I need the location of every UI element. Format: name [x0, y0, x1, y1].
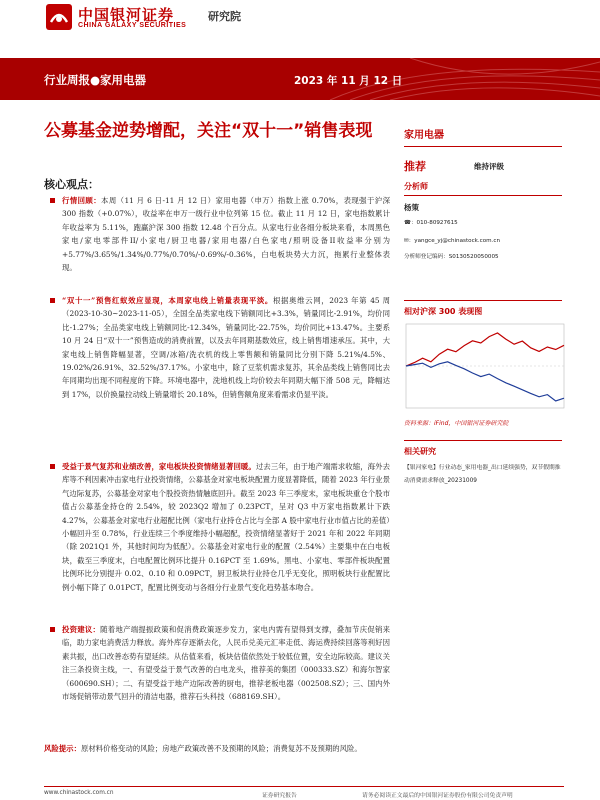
paragraph-lead: 投资建议：: [62, 625, 101, 634]
chart-series-line-1: [406, 362, 564, 401]
chart-frame: [406, 324, 564, 408]
paragraph-lead: “双十一”预售红蚁效应显现，本周家电线上销量表现平淡。: [62, 296, 273, 305]
paragraph-bullet: [50, 464, 55, 469]
logo-english-name: CHINA GALAXY SECURITIES: [78, 22, 187, 29]
divider: [404, 440, 562, 441]
related-research-item[interactable]: 【银河家电】行业动态_家用电器_出口延续强势，双节假期推动消费需求释放_20231009: [404, 465, 561, 484]
paragraph-text: 本周（11 月 6 日-11 月 12 日）家用电器（申万）指数上涨 0.70%，表现强于沪深 300 指数（+0.07%），收益率在申万一级行业中位列第 15 位。截止 11 月 12 日，家电指数累计年收益率为 5.11%，跑赢沪深 300 指数 12.48 个百分点。从家电行业各细分板块来看，本周黑色家电/家电零部件II/小家电/厨卫电器/家用电器/白色家电/照明设备II收益率分别为+5.77%/3.65%/1.34%/0.77%/0.70%/-0.69%/-0.36%，白电板块势大力沉，拖累行业整体表现。: [62, 196, 390, 273]
chart-title: 相对沪深 300 表现图: [404, 307, 483, 316]
rating-value: 维持评级: [474, 162, 504, 171]
paragraph-lead: 受益于景气复苏和业绩改善，家电板块投资情绪显著回暖。: [62, 462, 256, 471]
logo-chinese-name: 中国银河证券: [78, 6, 175, 24]
footer-divider: [44, 786, 564, 787]
divider: [404, 300, 562, 301]
chart-series-line-0: [406, 333, 564, 366]
report-date: 2023 年 11 月 12 日: [294, 75, 403, 87]
paragraph-text: 随着地产端提振政策和促消费政策逐步发力，家电内需有望得到支撑，叠加节庆促销来临，助力家电消费活力释放。海外库存逐渐去化，人民币兑美元汇率走低、海运费持续回落等利好因素共振，出口改善态势有望延续。从估值来看，板块估值依然处于较低位置，安全边际较高。建议关注三条投资主线，一、有望受益于景气改善的白电龙头，推荐美的集团（000333.SZ）和海尔智家（600690.SH）；二、有望受益于地产边际改善的厨电，推荐老板电器（002508.SZ）；三、国内外市场促销带动景气回升的清洁电器，推荐石头科技（688169.SH）。: [62, 625, 390, 702]
analyst-label: 分析师: [404, 182, 428, 191]
paragraph-text: 根据奥维云网，2023 年第 45 周（2023-10-30~2023-11-05），全国全品类家电线下销额同比+3.3%，销量同比-2.91%，均价同比-1.27%；全品类家电线上销额同比-12.34%，销量同比-22.75%，均价同比+13.47%。主要系 10 月 24 日“双十一”预售造成的消费前置，以及去年同期基数效应，线上销售增速承压。其中，大家电线上销售降幅显著，空调/冰箱/洗衣机的线上零售额和销量同比分别下降 5.21%/4.5%、19.02%/26.91%、32.52%/37.17%。小家电中，除了豆浆机需求复苏，其余品类线上销售同比去年同期均出现不同程度的下降。环境电器中，洗地机线上均价较去年同期大幅下滑 508 元，降幅达到 17%，以价换量拉动线上销量增长 20.18%，但销售额角度来看需求仍显平淡。: [62, 296, 390, 399]
paragraph-text: 过去三年，由于地产端需求收缩，海外去库等不利因素冲击家电行业投资情绪，公募基金对家电板块配置力度显著降低，随着 2023 年行业景气边际复苏，公募基金对家电个股投资热情触底回升。截至 2023 年三季度末，家电板块重仓个股市值占公募基金持仓的 2.54%，较 2023Q2 增加了 0.23PCT，呈对 Q3 中万家电指数累计下跌 4.27%，公募基金对家电行业超配比例（家电行业持仓占比与全部 A 股中家电行业市值占比的差值）小幅回升至 0.78%，行业连续三个季度维持小幅超配，投资情绪显著好于 2021 年和 2022 年同期（除 2021Q1 外，其他时间均为低配）。公募基金对家电行业的配置（2.54%）主要集中在白电板块，截至三季度末，白电配置比例环比提升 0.16PCT 至 1.69%。黑电、小家电、零部件板块配置比例环比分别提升 0.02、0.10 和 0.09PCT，厨卫板块行业持仓几乎无变化，照明板块行业配置比例小幅下降了 0.01PCT，配置比例变动与各细分行业景气变化趋势基本吻合。: [62, 462, 390, 592]
report-type-label: 行业周报●家用电器: [44, 73, 147, 87]
risk-text: 原材料价格变动的风险；房地产政策改善不及预期的风险；消费复苏不及预期的风险。: [80, 744, 362, 753]
core-view-heading: 核心观点：: [44, 178, 99, 191]
industry-label: 家用电器: [404, 130, 444, 141]
footer-website[interactable]: www.chinastock.com.cn: [44, 790, 114, 796]
footer-disclaimer: 请务必阅读正文最后的中国银河证券股份有限公司免责声明: [362, 793, 513, 799]
relative-performance-chart: [400, 318, 570, 414]
risk-lead: 风险提示：: [44, 744, 81, 753]
related-research-title: 相关研究: [404, 447, 436, 456]
paragraph-bullet: [50, 627, 55, 632]
chart-source: 资料来源：iFind，中国银河证券研究院: [404, 420, 509, 427]
report-title: 公募基金逆势增配，关注“双十一”销售表现: [44, 121, 373, 141]
paragraph-bullet: [50, 198, 55, 203]
paragraph-fund-allocation: [62, 460, 390, 594]
paragraph-investment-advice: [62, 623, 390, 703]
analyst-cert-number: 分析师登记编码：S0130520050005: [404, 254, 499, 260]
paragraph-bullet: [50, 298, 55, 303]
rating-label: 推荐: [404, 160, 426, 173]
divider: [404, 146, 562, 147]
analyst-phone: ☎：010-80927615: [404, 220, 458, 226]
risk-warning: [44, 742, 390, 755]
divider: [404, 195, 562, 196]
paragraph-market-review: [62, 194, 390, 274]
paragraph-lead: 行情回顾：: [62, 196, 102, 205]
analyst-email: ✉：yangce_yj@chinastock.com.cn: [404, 238, 501, 244]
paragraph-double-eleven: [62, 294, 390, 401]
company-logo-icon: [46, 4, 72, 30]
footer-report-type: 证券研究报告: [262, 793, 297, 799]
analyst-name: 杨策: [404, 203, 419, 212]
institute-label: 研究院: [208, 10, 241, 23]
